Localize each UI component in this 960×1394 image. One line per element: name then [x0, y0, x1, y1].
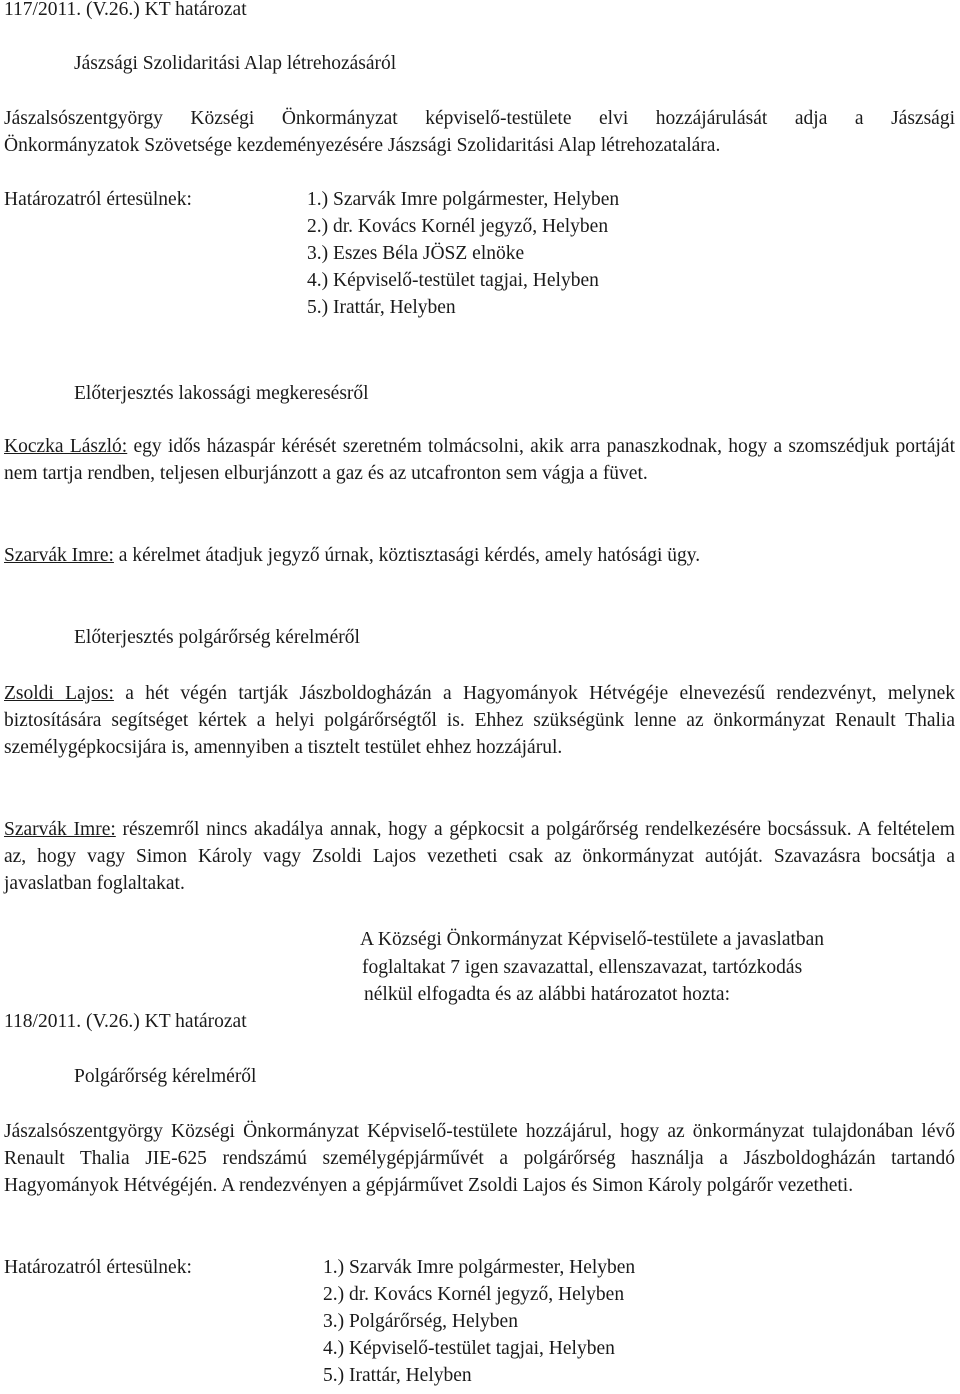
- section-heading: Előterjesztés lakossági megkeresésről: [74, 383, 369, 404]
- resolution-body: Jászalsószentgyörgy Községi Önkormányzat Képviselő-testülete hozzájárul, hogy az önkormányzat tulajdonában lévő Renault Thalia JIE-625 rendszámú személygépjárművét a polgárőrség használja a Jászboldogházán tartandó Hagyományok Hétvégéjén. A rendezvényen a gépjárművet Zsoldi Lajos és Simon Károly polgárőr vezetheti.: [4, 1121, 955, 1196]
- vote-text: A Községi Önkormányzat Képviselő-testülete a javaslatban: [360, 929, 825, 950]
- vote-text: foglaltakat 7 igen szavazattal, ellenszavazat, tartózkodás: [362, 957, 803, 978]
- resolution-title: Jászsági Szolidaritási Alap létrehozásáról: [74, 53, 397, 74]
- notify-list: [307, 186, 619, 321]
- section-heading: Előterjesztés polgárőrség kérelméről: [74, 627, 360, 648]
- resolution-number: 118/2011. (V.26.) KT határozat: [4, 1011, 247, 1032]
- paragraph-text: a kérelmet átadjuk jegyző úrnak, köztisztasági kérdés, amely hatósági ügy.: [113, 545, 701, 566]
- notify-item: 4.) Képviselő-testület tagjai, Helyben: [307, 270, 599, 291]
- paragraph-text: egy idős házaspár kérését szeretném tolmácsolni, akik arra panaszkodnak, hogy a szomszédjuk portáját nem tartja rendben, teljesen elburjánzott a gaz és az utcafronton sem vágja a füvet.: [4, 436, 955, 484]
- speaker-name: Szarvák Imre:: [4, 819, 116, 840]
- resolution-number: 117/2011. (V.26.) KT határozat: [4, 0, 247, 20]
- paragraph-text: a hét végén tartják Jászboldogházán a Hagyományok Hétvégéje elnevezésű rendezvényt, melynek biztosítására segítséget kértek a helyi polgárőrségtől is. Ehhez szükségünk lenne az önkormányzat Renault Thalia személygépkocsijára is, amennyiben a tisztelt testület ehhez hozzájárul.: [4, 683, 955, 758]
- notify-item: 5.) Irattár, Helyben: [307, 297, 456, 318]
- speaker-name: Koczka László:: [4, 436, 128, 457]
- notify-label: Határozatról értesülnek:: [4, 1257, 192, 1278]
- notify-item: 2.) dr. Kovács Kornél jegyző, Helyben: [307, 216, 609, 237]
- speaker-name: Zsoldi Lajos:: [4, 683, 114, 704]
- paragraph: [4, 542, 700, 569]
- notify-item: 3.) Polgárőrség, Helyben: [323, 1311, 518, 1332]
- notify-item: 4.) Képviselő-testület tagjai, Helyben: [323, 1338, 615, 1359]
- paragraph: [4, 433, 955, 487]
- resolution-title: Polgárőrség kérelméről: [74, 1066, 257, 1087]
- paragraph: [4, 816, 955, 897]
- speaker-name: Szarvák Imre:: [4, 545, 114, 566]
- notify-label: Határozatról értesülnek:: [4, 189, 192, 210]
- paragraph: [4, 680, 955, 761]
- vote-text: nélkül elfogadta és az alábbi határozatot hozta:: [364, 984, 730, 1005]
- resolution-body-line: Önkormányzatok Szövetsége kezdeményezésére Jászsági Szolidaritási Alap létrehozatalára.: [4, 135, 721, 156]
- notify-item: 1.) Szarvák Imre polgármester, Helyben: [307, 189, 620, 210]
- notify-item: 2.) dr. Kovács Kornél jegyző, Helyben: [323, 1284, 625, 1305]
- notify-list: [323, 1254, 635, 1389]
- notify-item: 5.) Irattár, Helyben: [323, 1365, 472, 1386]
- notify-item: 3.) Eszes Béla JÖSZ elnöke: [307, 243, 525, 264]
- paragraph-text: részemről nincs akadálya annak, hogy a gépkocsit a polgárőrség rendelkezésére bocsássuk. A feltételem az, hogy vagy Simon Károly vagy Zsoldi Lajos vezetheti csak az önkormányzat autóját. Szavazásra bocsátja a javaslatban foglaltakat.: [4, 819, 955, 894]
- notify-item: 1.) Szarvák Imre polgármester, Helyben: [323, 1257, 636, 1278]
- resolution-body-line: Jászalsószentgyörgy Községi Önkormányzat képviselő-testülete elvi hozzájárulását adja a Jászsági: [4, 108, 955, 129]
